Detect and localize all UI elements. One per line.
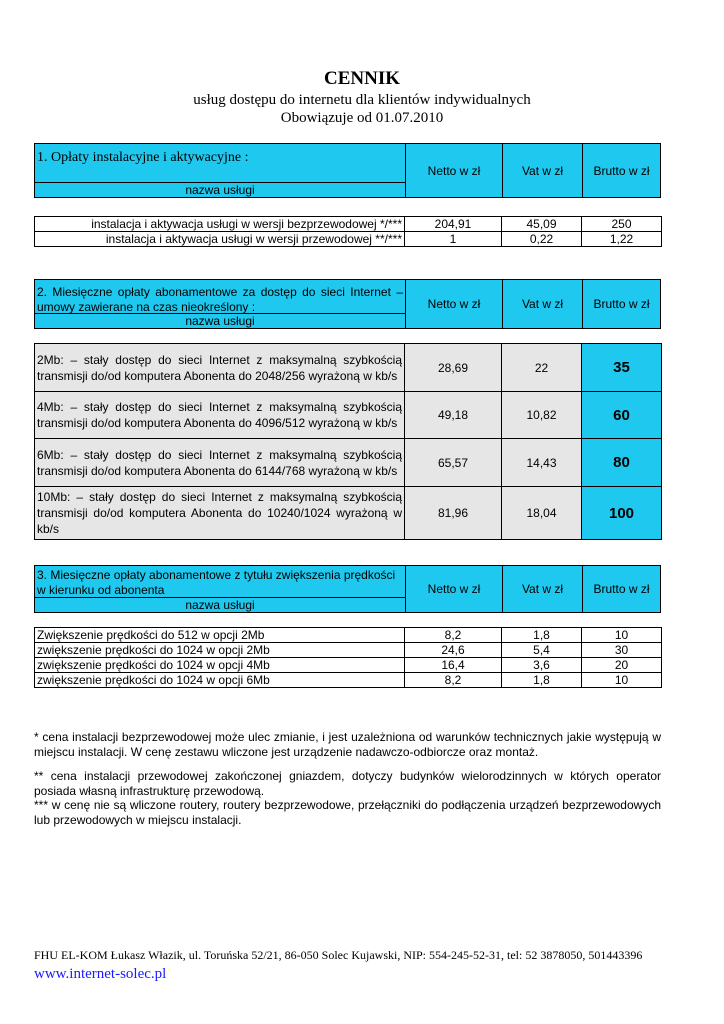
row-brutto: 10 <box>582 673 662 688</box>
row-name: 2Mb: – stały dostęp do sieci Internet z maksymalną szybkością transmisji do/od komputera Abonenta do 2048/256 wyrażoną w kb/s <box>35 344 405 392</box>
row-vat: 5,4 <box>502 643 582 658</box>
row-vat: 18,04 <box>502 487 582 540</box>
row-brutto: 35 <box>582 344 662 392</box>
table-row <box>35 643 662 658</box>
section3-table <box>34 627 662 688</box>
table-row <box>35 673 662 688</box>
note-2: ** cena instalacji przewodowej zakończonej gniazdem, dotyczy budynków wielorodzinnych w których operator posiada własną infrastrukturę przewodową. <box>34 769 661 798</box>
table-row <box>35 439 662 487</box>
vat-header: Vat w zł <box>502 144 582 197</box>
service-name-label: nazwa usługi <box>35 597 405 612</box>
row-vat: 14,43 <box>502 439 582 487</box>
row-netto: 28,69 <box>405 344 502 392</box>
netto-header: Netto w zł <box>405 566 502 612</box>
vat-header: Vat w zł <box>502 566 582 612</box>
row-brutto: 1,22 <box>582 232 662 247</box>
row-brutto: 30 <box>582 643 662 658</box>
row-vat: 1,8 <box>502 628 582 643</box>
footer-company: FHU EL-KOM Łukasz Włazik, ul. Toruńska 52/21, 86-050 Solec Kujawski, NIP: 554-245-52-31, tel: 52 3878050, 501443396 <box>34 948 643 962</box>
row-netto: 1 <box>405 232 502 247</box>
netto-header: Netto w zł <box>405 280 502 328</box>
row-vat: 1,8 <box>502 673 582 688</box>
row-netto: 8,2 <box>405 673 502 688</box>
row-vat: 3,6 <box>502 658 582 673</box>
row-brutto: 20 <box>582 658 662 673</box>
section3-header <box>34 565 661 613</box>
service-name-label: nazwa usługi <box>35 182 405 197</box>
row-name: instalacja i aktywacja usługi w wersji przewodowej **/*** <box>35 232 405 247</box>
row-netto: 65,57 <box>405 439 502 487</box>
brutto-header: Brutto w zł <box>582 144 660 197</box>
section2-header <box>34 279 661 329</box>
section3-title: 3. Miesięczne opłaty abonamentowe z tytułu zwiększenia prędkości w kierunku od abonenta <box>37 568 396 597</box>
row-vat: 22 <box>502 344 582 392</box>
row-name: instalacja i aktywacja usługi w wersji bezprzewodowej */*** <box>35 217 405 232</box>
vat-header: Vat w zł <box>502 280 582 328</box>
row-brutto: 60 <box>582 392 662 439</box>
page-subtitle: usług dostępu do internetu dla klientów indywidualnych <box>193 92 531 108</box>
row-vat: 10,82 <box>502 392 582 439</box>
row-name: 10Mb: – stały dostęp do sieci Internet z maksymalną szybkością transmisji do/od komputera Abonenta do 10240/1024 wyrażoną w kb/s <box>35 487 405 540</box>
table-row <box>35 628 662 643</box>
brutto-header: Brutto w zł <box>582 280 660 328</box>
row-name: zwiększenie prędkości do 1024 w opcji 6Mb <box>35 673 405 688</box>
section1-header <box>34 143 661 198</box>
table-row <box>35 487 662 540</box>
row-netto: 204,91 <box>405 217 502 232</box>
page-title: CENNIK <box>323 68 400 89</box>
row-netto: 24,6 <box>405 643 502 658</box>
note-1: * cena instalacji bezprzewodowej może ulec zmianie, i jest uzależniona od warunków technicznych jakie występują w miejscu instalacji. W cenę zestawu wliczone jest urządzenie nadawczo-odbiorcze oraz montaż. <box>34 730 661 759</box>
row-netto: 8,2 <box>405 628 502 643</box>
row-name: 4Mb: – stały dostęp do sieci Internet z maksymalną szybkością transmisji do/od komputera Abonenta do 4096/512 wyrażoną w kb/s <box>35 392 405 439</box>
row-brutto: 10 <box>582 628 662 643</box>
row-netto: 81,96 <box>405 487 502 540</box>
row-vat: 0,22 <box>502 232 582 247</box>
section2-table <box>34 343 662 540</box>
table-row <box>35 344 662 392</box>
valid-from: Obowiązuje od 01.07.2010 <box>280 110 444 126</box>
row-name: Zwiększenie prędkości do 512 w opcji 2Mb <box>35 628 405 643</box>
section1-table <box>34 216 662 247</box>
row-name: zwiększenie prędkości do 1024 w opcji 2Mb <box>35 643 405 658</box>
row-name: zwiększenie prędkości do 1024 w opcji 4Mb <box>35 658 405 673</box>
service-name-label: nazwa usługi <box>35 313 405 328</box>
row-netto: 16,4 <box>405 658 502 673</box>
table-row <box>35 232 662 247</box>
table-row <box>35 392 662 439</box>
row-name: 6Mb: – stały dostęp do sieci Internet z maksymalną szybkością transmisji do/od komputera Abonenta do 6144/768 wyrażoną w kb/s <box>35 439 405 487</box>
section2-title: 2. Miesięczne opłaty abonamentowe za dostęp do sieci Internet – umowy zawierane na czas nieokreślony : <box>37 285 403 314</box>
row-brutto: 100 <box>582 487 662 540</box>
section1-title: 1. Opłaty instalacyjne i aktywacyjne : <box>37 150 249 165</box>
row-vat: 45,09 <box>502 217 582 232</box>
table-row <box>35 217 662 232</box>
note-3: *** w cenę nie są wliczone routery, routery bezprzewodowe, przełączniki do podłączenia urządzeń bezprzewodowych lub przewodowych w miejscu instalacji. <box>34 798 661 827</box>
brutto-header: Brutto w zł <box>582 566 660 612</box>
footer-url[interactable]: www.internet-solec.pl <box>34 966 167 982</box>
netto-header: Netto w zł <box>405 144 502 197</box>
table-row <box>35 658 662 673</box>
row-brutto: 80 <box>582 439 662 487</box>
row-brutto: 250 <box>582 217 662 232</box>
row-netto: 49,18 <box>405 392 502 439</box>
